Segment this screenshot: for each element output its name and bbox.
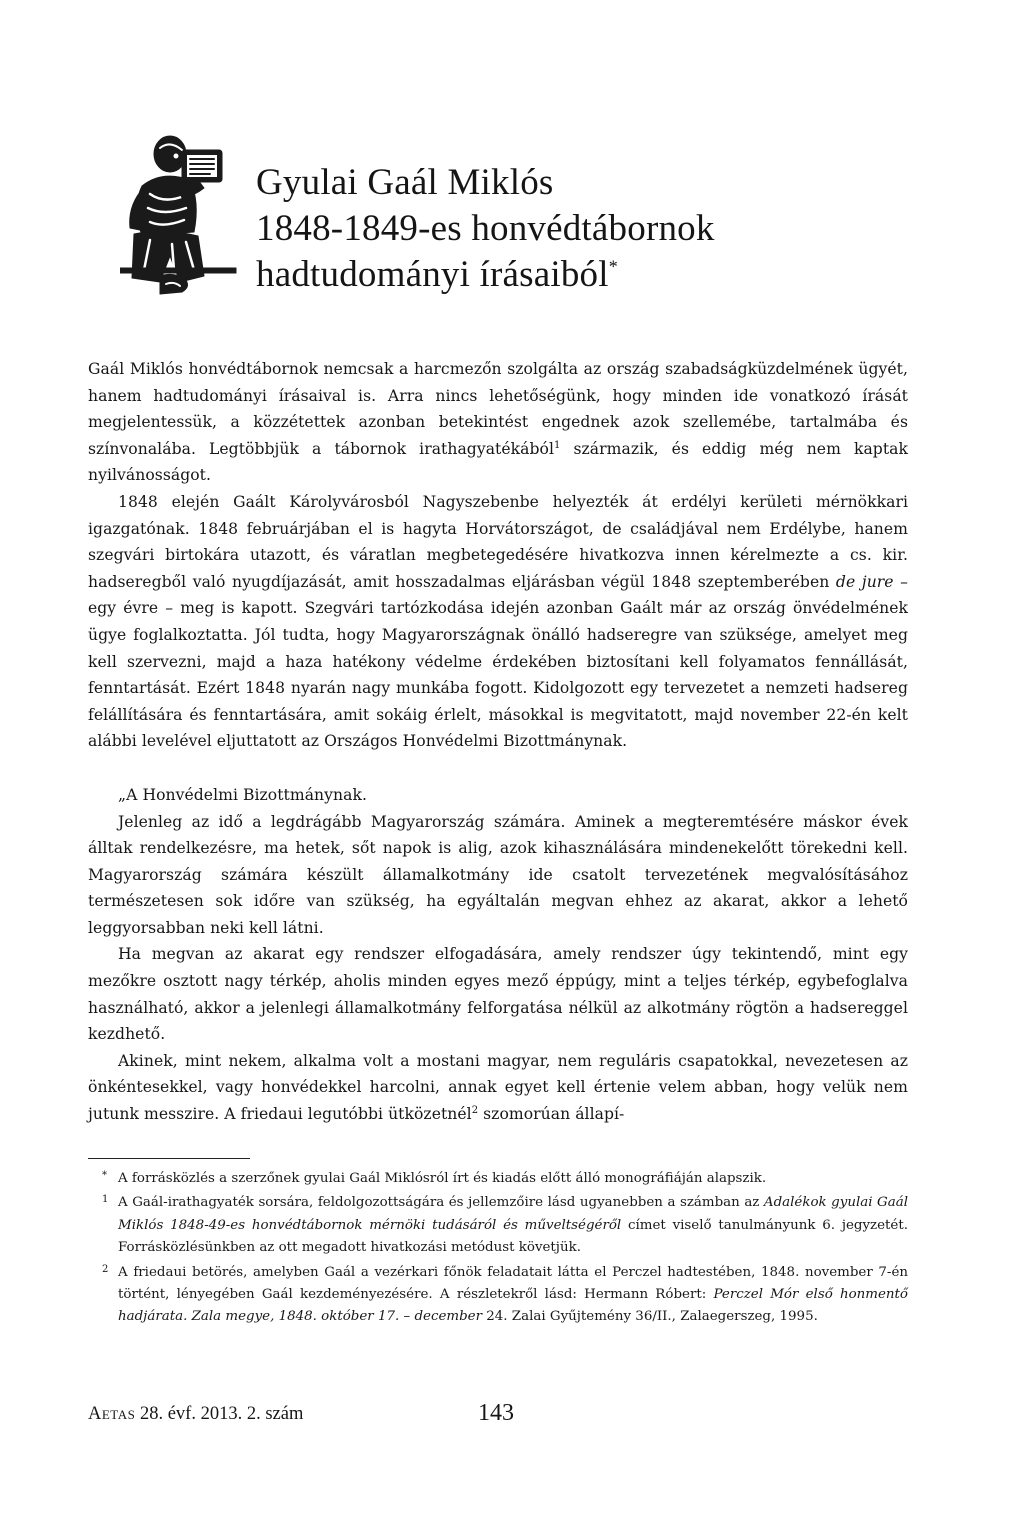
journal-issue: 28. évf. 2013. 2. szám [135, 1404, 304, 1424]
paragraph-2 [88, 489, 908, 755]
title-line-3-text: hadtudományi írásaiból [256, 254, 609, 295]
paragraph-2-text-b: – egy évre – meg is kapott. Szegvári tartózkodása idején azonban Gaált már az ország önvédelmének ügye foglalkoztatta. Jól tudta, hogy Magyarországnak önálló hadseregre van szüksége, amelyet meg kell szervezni, majd a haza hatékony védelme érdekében biztosítani kell folyamatos fennállását, fenntartását. Ezért 1848 nyarán nagy munkába fogott. Kidolgozott egy tervezetet a nemzeti hadsereg felállítására és fenntartására, amit sokáig érlelt, másokkal is megvitatott, majd november 22-én kelt alábbi levelével eljuttatott az Országos Honvédelmi Bizottmánynak. [88, 572, 909, 751]
footnote-1-text-a: A Gaál-irathagyaték sorsára, feldolgozottságára és jellemzőire lásd ugyanebben a számban az [118, 1195, 764, 1211]
quote-paragraph-3-text: Akinek, mint nekem, alkalma volt a mostani magyar, nem reguláris csapatokkal, nevezetesen az önkéntesekkel, vagy honvédekkel harcolni, annak egyet kell értenie velem abban, hogy velük nem jutunk messzire. A friedaui legutóbbi ütközetnél [88, 1051, 908, 1124]
footnote-separator [88, 1158, 250, 1159]
page-number: 143 [478, 1400, 514, 1426]
quote-paragraph-1: Jelenleg az idő a legdrágább Magyarország számára. Aminek a megteremtésére máskor évek álltak rendelkezésre, ma hetek, sőt napok is alig, azok kihasználására mindenekelőtt törekedni kell. Magyarország számára készült államalkotmány ide csatolt tervezetének megvalósításához természetesen sok időre van szükség, ha egyáltalán megvan ehhez az akarat, akkor a lehető leggyorsabban neki kell látni. [88, 812, 908, 937]
seated-figure-with-book-icon [120, 128, 238, 298]
footnote-star [88, 1168, 908, 1190]
paragraph-1 [88, 356, 908, 489]
footnote-2-italic-2: december [414, 1309, 482, 1325]
paragraph-1-text: Gaál Miklós honvédtábornok nemcsak a harcmezőn szolgálta az ország szabadságküzdelmének ügyét, hanem hadtudományi írásaival is. Arra nincs lehetőségünk, hogy minden ide vonatkozó írását megjelentessük, a közzétettek azonban betekintést engednek azok szellemébe, tartalmába és színvonalába. Legtöbbjük a tábornok irathagyatékából [88, 360, 908, 458]
article-body [88, 356, 908, 1128]
footnote-2-italic-1: Perczel Mór első honmentő hadjárata. Zala megye, 1848. október 17. [118, 1287, 908, 1325]
footnote-2-mark: 2 [102, 1263, 109, 1275]
footnote-star-mark: * [102, 1170, 107, 1181]
footnote-1-mark: 1 [102, 1194, 109, 1206]
footnote-2-dash: – [399, 1309, 415, 1325]
title-line-1: Gyulai Gaál Miklós [256, 162, 554, 203]
page-footer [88, 1400, 908, 1440]
footnotes [88, 1168, 908, 1331]
footnote-2-text-a: A friedaui betörés, amelyben Gaál a vezérkari főnök feladatait látta el Perczel hadtestében, 1848. november 7-én történt, lényegében Gaál kezdeményezésére. A részletekről lásd: Hermann Róbert: [118, 1264, 908, 1303]
title-line-3 [256, 252, 916, 298]
paragraph-2-italic: de jure [835, 572, 894, 591]
article-title [256, 160, 916, 298]
footnote-1-text-b: címet viselő tanulmányunk 6. jegyzetét. Forrásközlésünkben az ott megadott hivatkozási metódust követjük. [118, 1217, 908, 1256]
footnote-ref-2[interactable]: 2 [471, 1104, 479, 1116]
quote-salutation: „A Honvédelmi Bizottmánynak. [118, 785, 367, 804]
title-line-2: 1848-1849-es honvédtábornok [256, 208, 715, 249]
quote-paragraph-3 [88, 1048, 908, 1128]
footnote-ref-1[interactable]: 1 [554, 439, 561, 451]
title-footnote-mark: * [608, 256, 618, 277]
article-header [120, 128, 920, 308]
journal-info [88, 1404, 303, 1425]
footnote-2-text-b: 24. Zalai Gyűjtemény 36/II., Zalaegerszeg, 1995. [481, 1309, 818, 1325]
quote-paragraph-2: Ha megvan az akarat egy rendszer elfogadására, amely rendszer úgy tekintendő, mint egy mezőkre osztott nagy térkép, aholis minden egyes mező éppúgy, mint a teljes térkép, egybefoglalva használható, akkor a jelenlegi államalkotmány felforgatása nélkül az alkotmány rögtön a hadsereggel kezdhető. [88, 945, 908, 1044]
quote-paragraph-3-tail: szomorúan állapí- [478, 1105, 625, 1124]
footnote-2 [88, 1262, 908, 1329]
paragraph-1-tail: származik, és eddig még nem kaptak nyilvánosságot. [88, 439, 908, 485]
footnote-star-text: A forrásközlés a szerzőnek gyulai Gaál Miklósról írt és kiadás előtt álló monográfiáján alapszik. [118, 1171, 767, 1186]
footnote-1-italic: Adalékok gyulai Gaál Miklós 1848-49-es honvédtábornok mérnöki tudásáról és műveltségéről [118, 1195, 908, 1233]
journal-name: Aetas [88, 1404, 136, 1424]
paragraph-2-text-a: 1848 elején Gaált Károlyvárosból Nagyszebenbe helyezték át erdélyi kerületi mérnökkari igazgatónak. 1848 februárjában el is hagyta Horvátországot, de családjával nem Erdélybe, hanem szegvári birtokára utazott, és váratlan megbetegedésére hivatkozva innen kérelmezte a cs. kir. hadseregből való nyugdíjazását, amit hosszadalmas eljárásban végül 1848 szeptemberében [88, 492, 908, 591]
footnote-1 [88, 1192, 908, 1259]
